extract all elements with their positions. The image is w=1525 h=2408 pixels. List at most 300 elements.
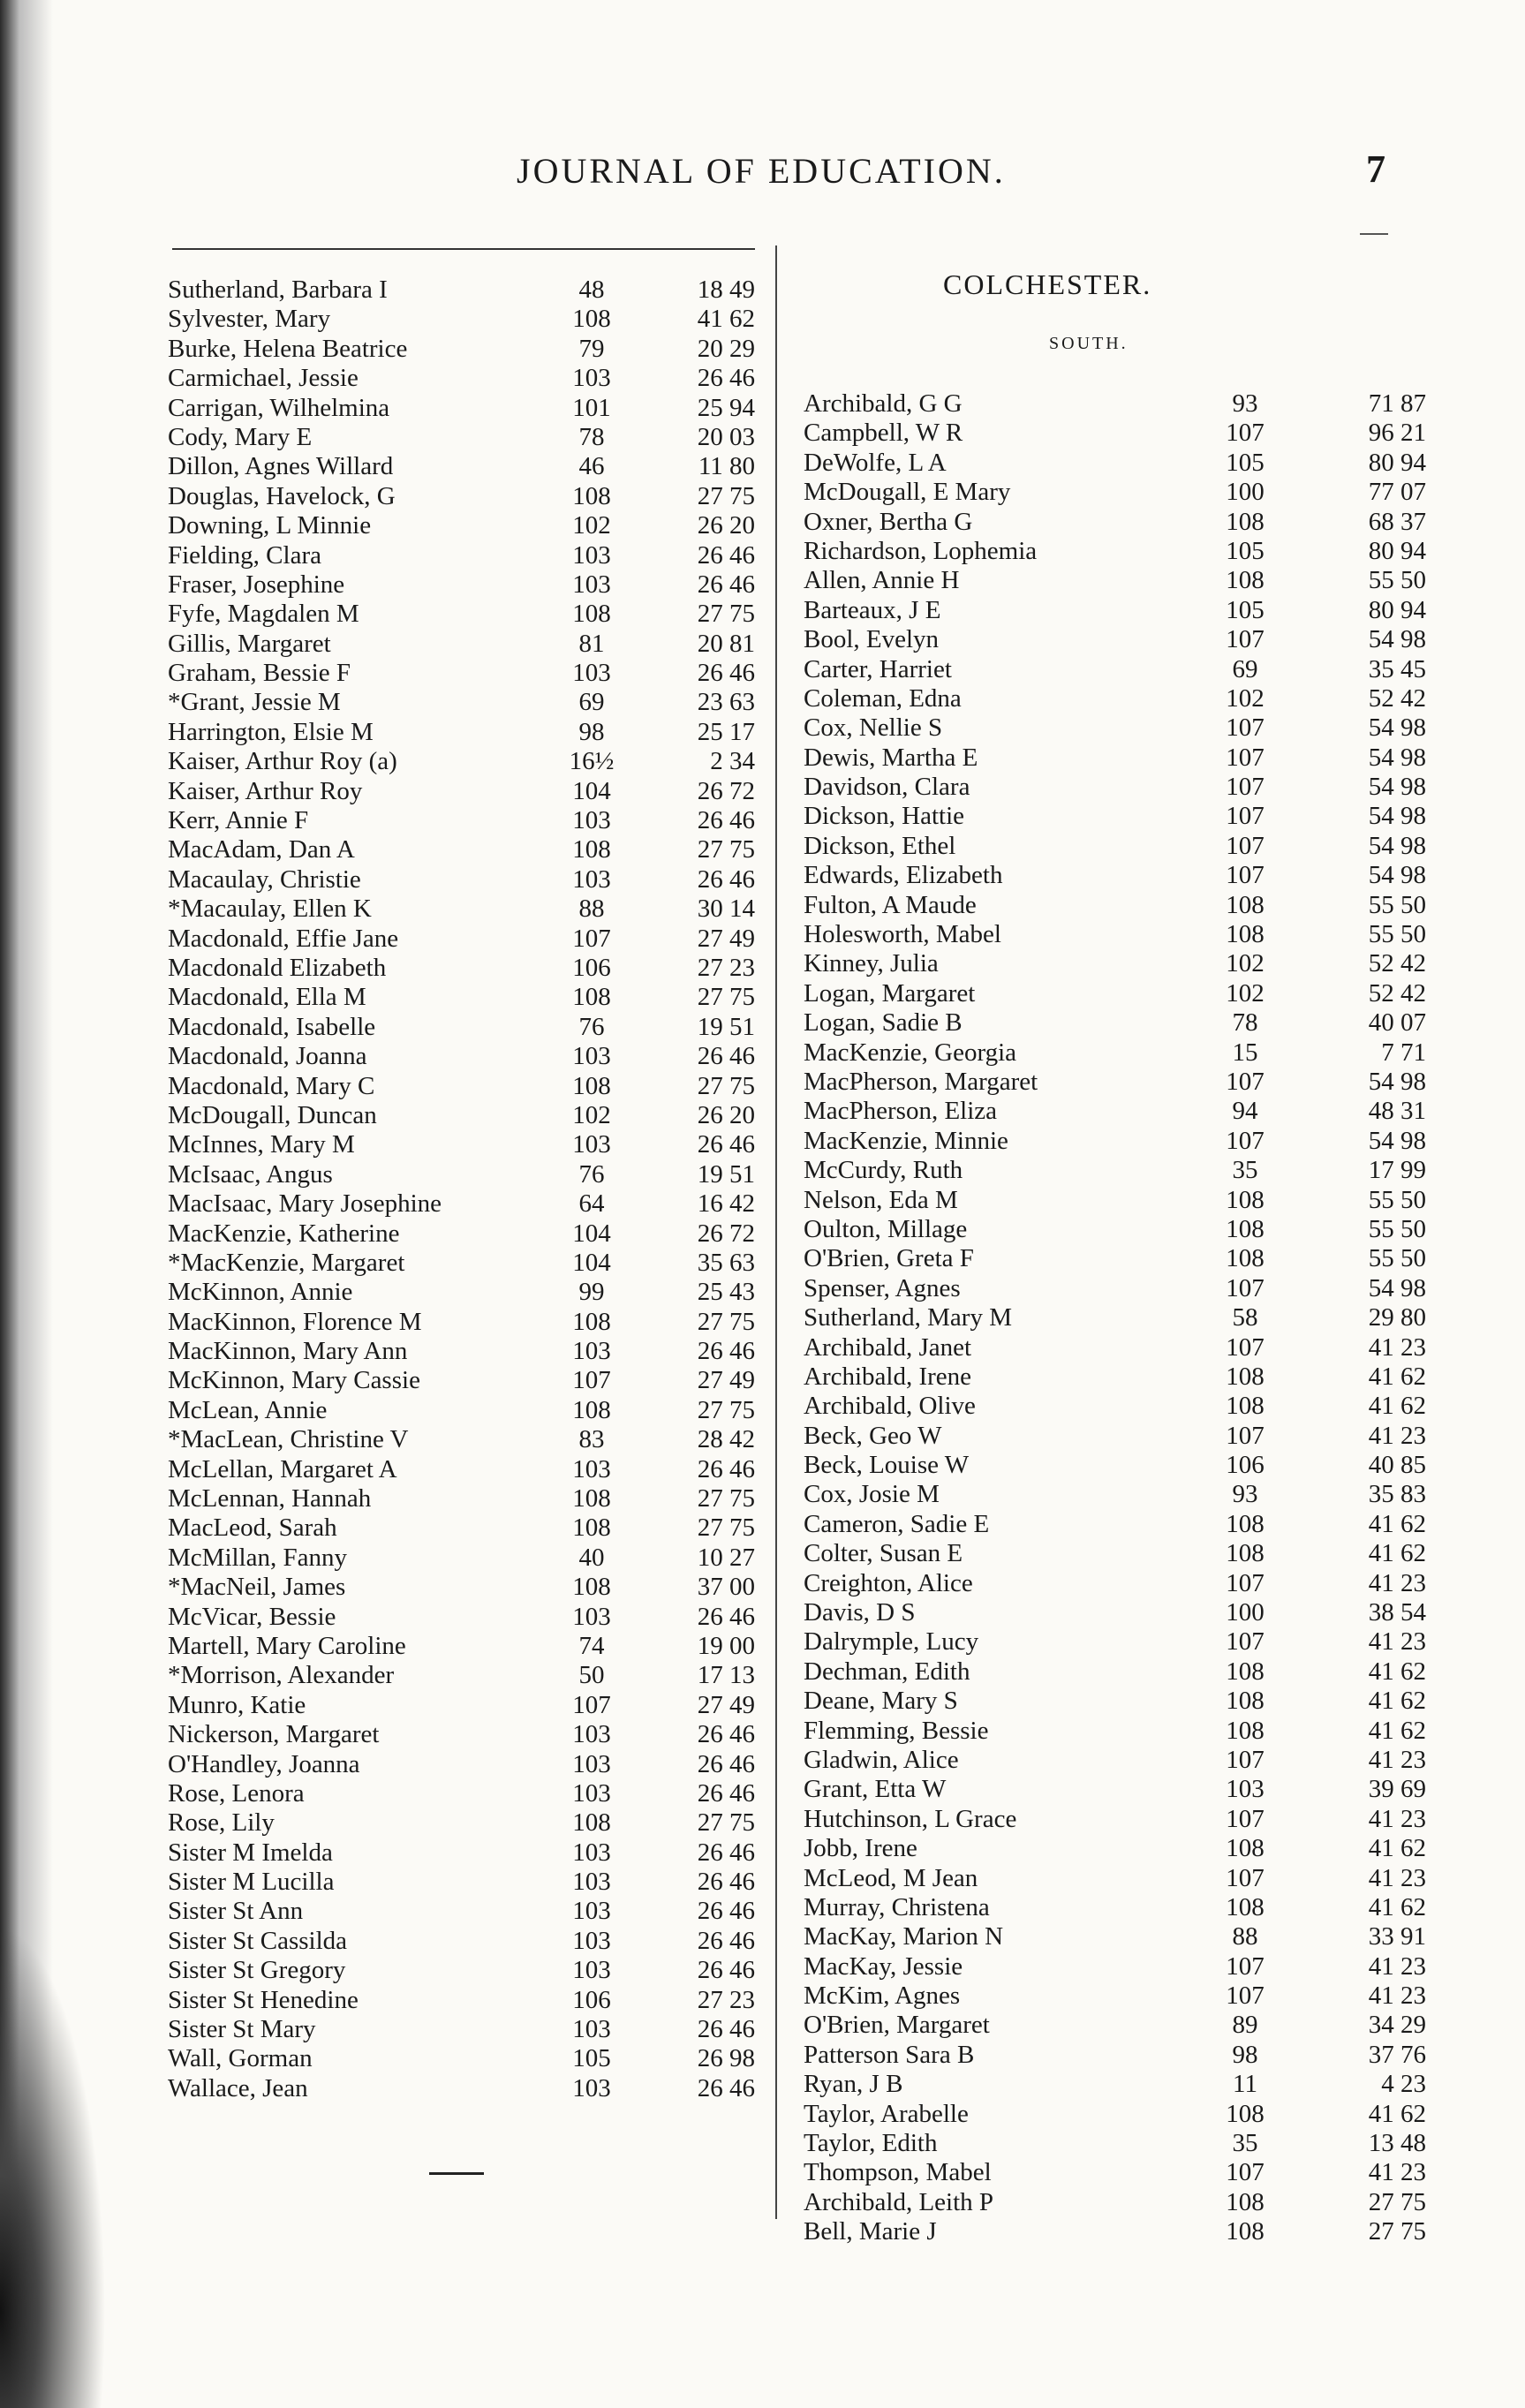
list-item (168, 452, 768, 481)
entry-name: Harrington, Elsie M (168, 717, 374, 746)
entry-days: 108 (1226, 2187, 1265, 2216)
entry-name: *MacLean, Christine V (168, 1425, 409, 1454)
list-item (804, 1038, 1426, 1068)
list-item (168, 1278, 768, 1307)
list-item (804, 1185, 1426, 1215)
entry-days: 108 (1226, 1834, 1265, 1863)
entry-name: Davis, D S (804, 1598, 916, 1627)
entry-name: Oulton, Millage (804, 1214, 968, 1243)
entry-name: Martell, Mary Caroline (168, 1631, 406, 1660)
entry-name: Barteaux, J E (804, 595, 941, 624)
list-item (168, 1455, 768, 1484)
entry-days: 108 (1226, 1185, 1265, 1214)
entry-days: 108 (1226, 1214, 1265, 1243)
entry-name: Munro, Katie (168, 1690, 306, 1719)
list-item (804, 743, 1426, 773)
entry-days: 107 (1226, 1332, 1265, 1362)
list-item (168, 865, 768, 895)
entry-name: Cox, Nellie S (804, 713, 943, 743)
entry-days: 100 (1226, 1598, 1265, 1627)
list-item (804, 2158, 1426, 2187)
entry-name: Gladwin, Alice (804, 1745, 959, 1774)
entry-days: 98 (578, 717, 605, 746)
entry-amount: 27 23 (697, 953, 755, 982)
list-item (804, 683, 1426, 713)
list-item (168, 1396, 768, 1425)
list-item (804, 1332, 1426, 1363)
list-item (168, 1720, 768, 1749)
entry-days: 103 (572, 1778, 611, 1808)
list-item (168, 1513, 768, 1543)
list-item (168, 1072, 768, 1101)
entry-days: 103 (572, 1337, 611, 1366)
entry-name: Edwards, Elizabeth (804, 861, 1003, 890)
entry-days: 78 (578, 422, 605, 451)
entry-amount: 54 98 (1368, 1067, 1426, 1096)
entry-name: Sylvester, Mary (168, 305, 331, 334)
entry-days: 108 (572, 1808, 611, 1838)
entry-name: Thompson, Mabel (804, 2158, 992, 2187)
entry-days: 106 (572, 953, 611, 982)
list-item (168, 1691, 768, 1720)
entry-days: 102 (1226, 978, 1265, 1008)
entry-amount: 55 50 (1368, 890, 1426, 919)
entry-amount: 26 46 (697, 1749, 755, 1778)
list-item (168, 1808, 768, 1838)
list-item (168, 276, 768, 305)
entry-amount: 19 51 (697, 1012, 755, 1041)
entry-days: 107 (1226, 861, 1265, 890)
list-item (168, 1219, 768, 1249)
list-item (804, 1244, 1426, 1273)
list-item (804, 2099, 1426, 2129)
entry-days: 103 (572, 364, 611, 393)
entry-days: 50 (578, 1661, 605, 1690)
entry-amount: 54 98 (1368, 861, 1426, 890)
list-item (804, 1716, 1426, 1746)
list-item (168, 600, 768, 629)
entry-amount: 52 42 (1368, 683, 1426, 713)
entry-days: 107 (572, 1690, 611, 1719)
entry-name: Sister St Gregory (168, 1956, 346, 1985)
list-item (168, 925, 768, 954)
list-item (168, 954, 768, 983)
list-item (804, 1008, 1426, 1038)
entry-days: 107 (1226, 1804, 1265, 1833)
entry-amount: 41 62 (1368, 1716, 1426, 1745)
entry-name: Macdonald, Effie Jane (168, 924, 399, 953)
entry-amount: 26 98 (697, 2044, 755, 2073)
list-item (168, 1661, 768, 1690)
entry-days: 105 (1226, 448, 1265, 477)
entry-name: Richardson, Lophemia (804, 536, 1038, 565)
entry-name: Kaiser, Arthur Roy (a) (168, 747, 397, 776)
entry-days: 94 (1232, 1097, 1258, 1126)
list-item (804, 861, 1426, 890)
entry-days: 103 (572, 1454, 611, 1483)
entry-days: 103 (572, 1042, 611, 1071)
list-item (804, 1657, 1426, 1687)
entry-amount: 41 23 (1368, 1332, 1426, 1362)
entry-name: Kinney, Julia (804, 949, 939, 978)
entry-amount: 54 98 (1368, 625, 1426, 654)
list-item (168, 718, 768, 747)
entry-amount: 68 37 (1368, 507, 1426, 536)
entry-days: 89 (1232, 2011, 1258, 2040)
entry-amount: 26 46 (697, 1720, 755, 1749)
header-rule (172, 248, 755, 250)
entry-amount: 27 75 (697, 1808, 755, 1838)
entry-days: 107 (1226, 1421, 1265, 1450)
entry-amount: 26 46 (697, 1602, 755, 1631)
entry-days: 108 (1226, 1716, 1265, 1745)
entry-amount: 55 50 (1368, 566, 1426, 595)
entry-days: 103 (1226, 1775, 1265, 1804)
entry-amount: 54 98 (1368, 831, 1426, 860)
list-item (804, 2217, 1426, 2246)
list-item (168, 1573, 768, 1602)
entry-amount: 55 50 (1368, 1244, 1426, 1273)
entry-amount: 26 46 (697, 1778, 755, 1808)
entry-days: 105 (572, 2044, 611, 2073)
entry-days: 107 (1226, 802, 1265, 831)
entry-days: 108 (1226, 1392, 1265, 1421)
entry-amount: 27 75 (697, 1513, 755, 1543)
entry-name: Archibald, Leith P (804, 2187, 994, 2216)
entry-days: 103 (572, 2073, 611, 2102)
list-item (804, 654, 1426, 684)
entry-name: MacKinnon, Mary Ann (168, 1337, 408, 1366)
entry-amount: 35 45 (1368, 654, 1426, 683)
entry-days: 83 (578, 1425, 605, 1454)
entry-name: McLennan, Hannah (168, 1484, 372, 1513)
entry-amount: 41 62 (1368, 2099, 1426, 2128)
list-item (804, 1951, 1426, 1982)
list-item (804, 1627, 1426, 1657)
entry-days: 108 (1226, 507, 1265, 536)
list-item (168, 482, 768, 511)
entry-amount: 4 23 (1381, 2070, 1426, 2099)
entry-days: 103 (572, 570, 611, 599)
list-item (168, 1632, 768, 1661)
entry-days: 102 (572, 511, 611, 540)
list-item (168, 394, 768, 423)
list-item (804, 448, 1426, 478)
entry-amount: 26 46 (697, 1130, 755, 1159)
entry-days: 103 (572, 1956, 611, 1985)
entry-amount: 27 75 (697, 1395, 755, 1424)
section-title: COLCHESTER. (943, 268, 1152, 300)
entry-days: 104 (572, 1219, 611, 1248)
entry-amount: 41 23 (1368, 1627, 1426, 1657)
entry-name: Sister St Ann (168, 1897, 304, 1926)
list-item (168, 1425, 768, 1454)
list-item (168, 1130, 768, 1159)
entry-name: Carrigan, Wilhelmina (168, 393, 390, 422)
entry-amount: 26 72 (697, 776, 755, 805)
list-item (168, 364, 768, 393)
entry-amount: 41 62 (1368, 1392, 1426, 1421)
list-item (804, 2129, 1426, 2158)
entry-name: Sister St Mary (168, 2015, 316, 2044)
entry-days: 35 (1232, 2129, 1258, 2158)
entry-amount: 35 63 (697, 1248, 755, 1277)
section-subtitle: SOUTH. (1049, 334, 1129, 353)
list-item (804, 419, 1426, 448)
entry-days: 107 (1226, 1067, 1265, 1096)
entry-days: 103 (572, 1130, 611, 1159)
list-item (168, 1484, 768, 1513)
list-item (168, 1013, 768, 1042)
list-item (804, 1804, 1426, 1834)
entry-amount: 26 46 (697, 2073, 755, 2102)
entry-amount: 26 46 (697, 540, 755, 570)
entry-amount: 7 71 (1381, 1038, 1426, 1067)
entry-days: 108 (1226, 1509, 1265, 1538)
entry-name: Davidson, Clara (804, 773, 970, 802)
entry-amount: 18 49 (697, 276, 755, 304)
list-item (168, 423, 768, 452)
entry-name: Campbell, W R (804, 419, 963, 448)
list-item (168, 1366, 768, 1395)
entry-name: Dechman, Edith (804, 1657, 970, 1686)
entry-amount: 26 46 (697, 1042, 755, 1071)
entry-days: 46 (578, 452, 605, 481)
entry-amount: 27 75 (1368, 2187, 1426, 2216)
entry-name: Jobb, Irene (804, 1834, 917, 1863)
entry-amount: 37 00 (697, 1573, 755, 1602)
entry-name: Beck, Louise W (804, 1451, 970, 1480)
entry-amount: 41 62 (1368, 1362, 1426, 1391)
entry-name: Macdonald, Joanna (168, 1042, 367, 1071)
list-item (168, 2044, 768, 2073)
entry-name: Macdonald, Ella M (168, 983, 366, 1012)
entry-amount: 41 23 (1368, 1745, 1426, 1774)
entry-days: 108 (572, 1395, 611, 1424)
entry-days: 78 (1232, 1008, 1258, 1038)
entry-amount: 41 23 (1368, 1421, 1426, 1450)
entry-days: 108 (1226, 1362, 1265, 1391)
list-item (168, 1868, 768, 1897)
entry-amount: 26 46 (697, 806, 755, 835)
list-item (168, 1544, 768, 1573)
entry-days: 103 (572, 1602, 611, 1631)
entry-amount: 26 46 (697, 364, 755, 393)
entry-name: Creighton, Alice (804, 1568, 973, 1597)
entry-amount: 27 49 (697, 1690, 755, 1719)
entry-days: 107 (1226, 1627, 1265, 1657)
entry-name: *Morrison, Alexander (168, 1661, 395, 1690)
entry-amount: 26 20 (697, 1100, 755, 1129)
list-item (804, 1982, 1426, 2011)
entry-days: 103 (572, 1897, 611, 1926)
entry-amount: 26 46 (697, 864, 755, 894)
entry-days: 74 (578, 1631, 605, 1660)
list-item (804, 773, 1426, 802)
entry-amount: 77 07 (1368, 478, 1426, 507)
list-item (804, 2040, 1426, 2070)
entry-days: 76 (578, 1159, 605, 1189)
list-item (804, 1775, 1426, 1804)
entry-name: Ryan, J B (804, 2070, 903, 2099)
entry-amount: 41 23 (1368, 1568, 1426, 1597)
entry-amount: 20 81 (697, 629, 755, 658)
entry-name: Bell, Marie J (804, 2217, 937, 2246)
entry-amount: 80 94 (1368, 536, 1426, 565)
list-item (804, 978, 1426, 1008)
entry-amount: 11 80 (698, 452, 755, 481)
list-item (804, 1509, 1426, 1539)
list-item (168, 983, 768, 1012)
list-item (804, 478, 1426, 507)
entry-days: 102 (572, 1100, 611, 1129)
end-rule (429, 2172, 484, 2175)
entry-name: Cody, Mary E (168, 422, 313, 451)
entry-days: 103 (572, 1926, 611, 1955)
entry-days: 107 (1226, 419, 1265, 448)
entry-name: MacPherson, Eliza (804, 1097, 998, 1126)
entry-days: 40 (578, 1543, 605, 1572)
entry-days: 107 (1226, 743, 1265, 772)
list-item (804, 2070, 1426, 2099)
entry-name: *Macaulay, Ellen K (168, 895, 372, 924)
entry-days: 108 (1226, 1657, 1265, 1686)
entry-name: Deane, Mary S (804, 1687, 958, 1716)
entry-amount: 39 69 (1368, 1775, 1426, 1804)
entry-name: Douglas, Havelock, G (168, 481, 396, 510)
entry-name: Sister M Lucilla (168, 1868, 335, 1897)
entry-days: 100 (1226, 478, 1265, 507)
entry-days: 102 (1226, 949, 1265, 978)
entry-amount: 28 42 (697, 1425, 755, 1454)
entry-days: 99 (578, 1278, 605, 1307)
entry-name: Logan, Sadie B (804, 1008, 963, 1038)
entry-days: 107 (1226, 1568, 1265, 1597)
entry-days: 16½ (569, 747, 615, 776)
entry-amount: 37 76 (1368, 2040, 1426, 2069)
entry-amount: 23 63 (697, 688, 755, 717)
entry-name: Carter, Harriet (804, 654, 952, 683)
entry-days: 48 (578, 276, 605, 304)
entry-name: MacKenzie, Minnie (804, 1126, 1008, 1155)
entry-amount: 41 23 (1368, 1951, 1426, 1981)
entry-days: 108 (1226, 1892, 1265, 1921)
entry-days: 103 (572, 1720, 611, 1749)
list-item (168, 688, 768, 717)
entry-amount: 80 94 (1368, 595, 1426, 624)
entry-amount: 26 46 (697, 1337, 755, 1366)
list-item (168, 895, 768, 924)
list-item (804, 2187, 1426, 2217)
entry-days: 102 (1226, 683, 1265, 713)
entry-days: 107 (1226, 773, 1265, 802)
list-item (168, 1249, 768, 1278)
entry-days: 108 (1226, 1244, 1265, 1273)
list-item (804, 1421, 1426, 1451)
entry-name: Dillon, Agnes Willard (168, 452, 394, 481)
entry-name: McLellan, Margaret A (168, 1454, 397, 1483)
entry-name: Dewis, Martha E (804, 743, 978, 772)
entry-amount: 27 49 (697, 1366, 755, 1395)
journal-title: JOURNAL OF EDUCATION. (517, 151, 1006, 191)
entry-name: O'Handley, Joanna (168, 1749, 360, 1778)
entry-name: Nickerson, Margaret (168, 1720, 380, 1749)
entry-days: 107 (1226, 1745, 1265, 1774)
entry-amount: 27 75 (697, 481, 755, 510)
entry-amount: 34 29 (1368, 2011, 1426, 2040)
list-item (168, 1986, 768, 2015)
entry-name: O'Brien, Margaret (804, 2011, 990, 2040)
entry-name: Spenser, Agnes (804, 1273, 961, 1302)
entry-name: MacPherson, Margaret (804, 1067, 1038, 1096)
entry-days: 98 (1232, 2040, 1258, 2069)
entry-name: Macdonald, Mary C (168, 1071, 375, 1100)
entry-name: Macdonald, Isabelle (168, 1012, 376, 1041)
page-number: 7 (1366, 147, 1385, 191)
list-item (168, 1779, 768, 1808)
entry-name: McKinnon, Mary Cassie (168, 1366, 420, 1395)
entry-days: 106 (572, 1985, 611, 2014)
entry-days: 104 (572, 1248, 611, 1277)
entry-amount: 41 23 (1368, 1863, 1426, 1892)
entry-amount: 41 23 (1368, 2158, 1426, 2187)
entry-name: MacIsaac, Mary Josephine (168, 1189, 442, 1219)
entry-name: *Grant, Jessie M (168, 688, 341, 717)
entry-days: 103 (572, 1749, 611, 1778)
entry-name: Dickson, Hattie (804, 802, 965, 831)
entry-amount: 16 42 (697, 1189, 755, 1219)
entry-name: McLeod, M Jean (804, 1863, 978, 1892)
entry-name: Logan, Margaret (804, 978, 976, 1008)
entry-name: Macdonald Elizabeth (168, 953, 387, 982)
entry-name: Hutchinson, L Grace (804, 1804, 1017, 1833)
entry-name: Fielding, Clara (168, 540, 321, 570)
entry-name: Sister St Henedine (168, 1985, 359, 2014)
list-item (804, 1539, 1426, 1568)
entry-days: 107 (572, 924, 611, 953)
entry-amount: 41 62 (1368, 1687, 1426, 1716)
entry-name: Cameron, Sadie E (804, 1509, 990, 1538)
list-item (168, 541, 768, 570)
entry-name: McCurdy, Ruth (804, 1156, 963, 1185)
page-header (0, 147, 1525, 203)
entry-amount: 40 85 (1368, 1451, 1426, 1480)
entry-amount: 19 00 (697, 1631, 755, 1660)
entry-amount: 27 23 (697, 1985, 755, 2014)
entry-name: Bool, Evelyn (804, 625, 940, 654)
entry-name: Nelson, Eda M (804, 1185, 958, 1214)
list-item (168, 747, 768, 776)
entry-name: Fraser, Josephine (168, 570, 345, 599)
entry-days: 108 (572, 600, 611, 629)
list-item (804, 1156, 1426, 1185)
entry-name: McKim, Agnes (804, 1982, 961, 2011)
entry-name: McKinnon, Annie (168, 1278, 353, 1307)
list-item (168, 1160, 768, 1189)
entry-name: MacKay, Jessie (804, 1951, 963, 1981)
entry-name: Archibald, Olive (804, 1392, 976, 1421)
list-item (168, 835, 768, 864)
list-item (168, 630, 768, 659)
entry-days: 88 (1232, 1922, 1258, 1951)
entry-days: 11 (1233, 2070, 1257, 2099)
list-item (804, 536, 1426, 566)
entry-amount: 26 46 (697, 1926, 755, 1955)
entry-days: 106 (1226, 1451, 1265, 1480)
entry-days: 108 (572, 305, 611, 334)
list-item (804, 1863, 1426, 1893)
list-item (168, 1308, 768, 1337)
